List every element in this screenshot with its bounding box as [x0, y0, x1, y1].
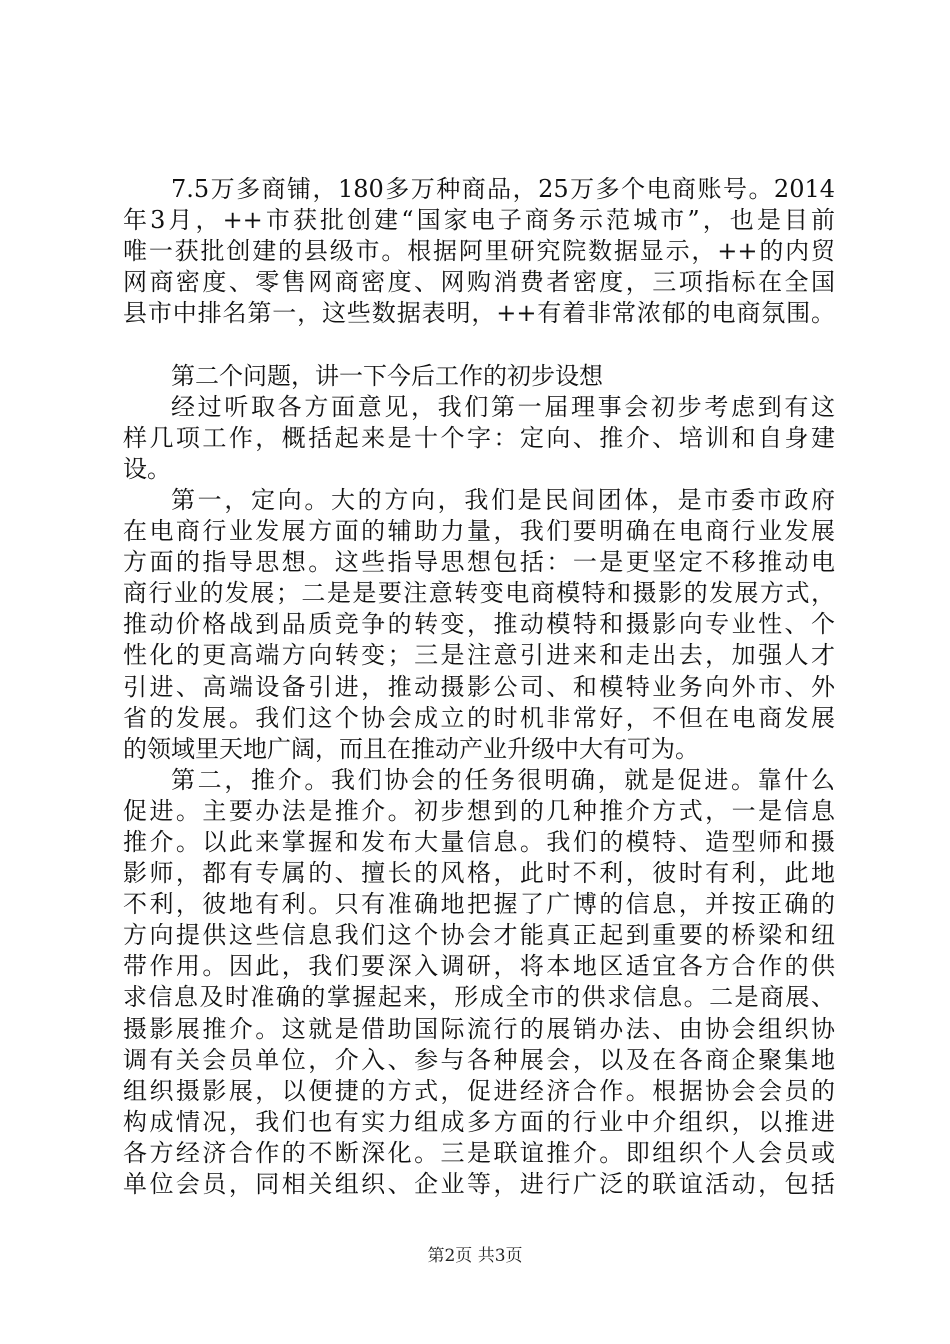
paragraph-gap — [123, 329, 835, 360]
text-line: 构成情况，我们也有实力组成多方面的行业中介组织，以推进 — [123, 1107, 835, 1136]
text-line: 经过听取各方面意见，我们第一届理事会初步考虑到有这 — [171, 392, 835, 421]
text-line: 商行业的发展；二是是要注意转变电商模特和摄影的发展方式， — [123, 579, 835, 608]
text-line: 网商密度、零售网商密度、网购消费者密度，三项指标在全国 — [123, 268, 835, 297]
text-line: 推动价格战到品质竞争的转变，推动模特和摄影向专业性、个 — [123, 610, 835, 639]
text-line: 方面的指导思想。这些指导思想包括：一是更坚定不移推动电 — [123, 548, 835, 577]
text-line: 影师，都有专属的、擅长的风格，此时不利，彼时有利，此地 — [123, 859, 835, 888]
text-line: 单位会员，同相关组织、企业等，进行广泛的联谊活动，包括 — [123, 1170, 835, 1198]
text-line: 省的发展。我们这个协会成立的时机非常好，不但在电商发展 — [123, 703, 835, 732]
text-line: 在电商行业发展方面的辅助力量，我们要明确在电商行业发展 — [123, 517, 835, 546]
text-line: 引进、高端设备引进，推动摄影公司、和模特业务向外市、外 — [123, 672, 835, 701]
document-body — [123, 174, 835, 1200]
text-line: 7.5万多商铺，180多万种商品，25万多个电商账号。2014 — [171, 175, 835, 203]
text-line: 不利，彼地有利。只有准确地把握了广博的信息，并按正确的 — [123, 890, 835, 919]
text-line: 促进。主要办法是推介。初步想到的几种推介方式，一是信息 — [123, 796, 835, 825]
text-line: 的领域里天地广阔，而且在推动产业升级中大有可为。 — [123, 734, 699, 763]
text-line: 方向提供这些信息我们这个协会才能真正起到重要的桥梁和纽 — [123, 921, 835, 950]
text-line: 第一，定向。大的方向，我们是民间团体，是市委市政府 — [171, 485, 835, 514]
text-line: 调有关会员单位，介入、参与各种展会，以及在各商企聚集地 — [123, 1045, 835, 1074]
text-line: 摄影展推介。这就是借助国际流行的展销办法、由协会组织协 — [123, 1014, 835, 1043]
page-number-footer: 第2页 共3页 — [427, 1246, 523, 1266]
text-line: 求信息及时准确的掌握起来，形成全市的供求信息。二是商展、 — [123, 983, 835, 1012]
text-line: 设。 — [123, 454, 171, 483]
text-line: 性化的更高端方向转变；三是注意引进来和走出去，加强人才 — [123, 641, 835, 670]
text-line: 推介。以此来掌握和发布大量信息。我们的模特、造型师和摄 — [123, 827, 835, 856]
text-line: 第二，推介。我们协会的任务很明确，就是促进。靠什么 — [171, 765, 835, 794]
text-line: 带作用。因此，我们要深入调研，将本地区适宜各方合作的供 — [123, 952, 835, 981]
text-line: 唯一获批创建的县级市。根据阿里研究院数据显示，++的内贸 — [123, 237, 835, 266]
text-line: 样几项工作，概括起来是十个字：定向、推介、培训和自身建 — [123, 423, 835, 452]
text-line: 年3月，++市获批创建“国家电子商务示范城市”，也是目前 — [123, 206, 835, 235]
text-line: 各方经济合作的不断深化。三是联谊推介。即组织个人会员或 — [123, 1138, 835, 1167]
text-line: 县市中排名第一，这些数据表明，++有着非常浓郁的电商氛围。 — [123, 299, 835, 328]
text-line: 组织摄影展，以便捷的方式，促进经济合作。根据协会会员的 — [123, 1076, 835, 1105]
section-heading: 第二个问题，讲一下今后工作的初步设想 — [171, 361, 603, 390]
